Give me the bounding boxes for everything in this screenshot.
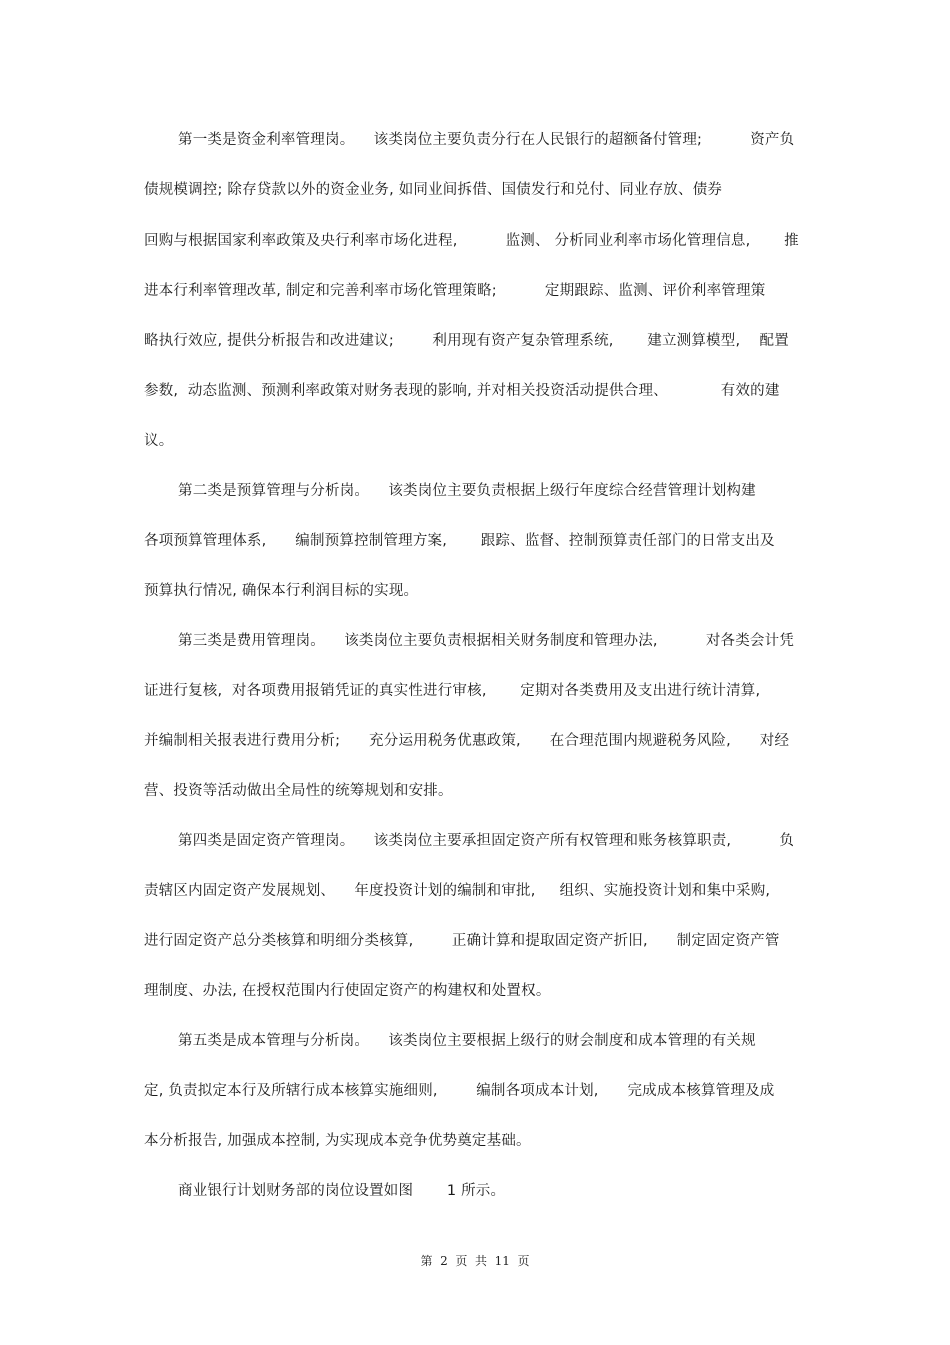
paragraph-line: 议。 [144, 433, 174, 449]
paragraph-line: 第四类是固定资产管理岗。 该类岗位主要承担固定资产所有权管理和账务核算职责, 负 [178, 833, 795, 849]
paragraph-line: 预算执行情况, 确保本行利润目标的实现。 [144, 583, 419, 599]
paragraph-line: 定, 负责拟定本行及所辖行成本核算实施细则, 编制各项成本计划, 完成成本核算管理及成 [144, 1083, 775, 1099]
paragraph-line: 第一类是资金利率管理岗。 该类岗位主要负责分行在人民银行的超额备付管理; 资产负 [178, 132, 795, 148]
paragraph-line: 理制度、办法, 在授权范围内行使固定资产的构建权和处置权。 [144, 983, 551, 999]
page-number-footer: 第 2 页 共 11 页 [420, 1254, 530, 1268]
paragraph-line: 略执行效应, 提供分析报告和改进建议; 利用现有资产复杂管理系统, 建立测算模型, 配置 [144, 333, 789, 349]
paragraph-line: 本分析报告, 加强成本控制, 为实现成本竞争优势奠定基础。 [144, 1133, 531, 1149]
paragraph-line: 第二类是预算管理与分析岗。 该类岗位主要负责根据上级行年度综合经营管理计划构建 [178, 483, 756, 499]
paragraph-line: 第五类是成本管理与分析岗。 该类岗位主要根据上级行的财会制度和成本管理的有关规 [178, 1033, 756, 1049]
paragraph-line: 商业银行计划财务部的岗位设置如图 1 所示。 [178, 1183, 506, 1199]
paragraph-line: 参数, 动态监测、预测利率政策对财务表现的影响, 并对相关投资活动提供合理、 有效的建 [144, 383, 780, 399]
paragraph-line: 证进行复核, 对各项费用报销凭证的真实性进行审核, 定期对各类费用及支出进行统计清算, [144, 683, 761, 699]
paragraph-line: 回购与根据国家利率政策及央行利率市场化进程, 监测、 分析同业利率市场化管理信息, 推 [144, 233, 799, 249]
paragraph-line: 并编制相关报表进行费用分析; 充分运用税务优惠政策, 在合理范围内规避税务风险, 对经 [144, 733, 790, 749]
paragraph-line: 进行固定资产总分类核算和明细分类核算, 正确计算和提取固定资产折旧, 制定固定资产管 [144, 933, 780, 949]
paragraph-line: 各项预算管理体系, 编制预算控制管理方案, 跟踪、监督、控制预算责任部门的日常支出及 [144, 533, 775, 549]
paragraph-line: 第三类是费用管理岗。 该类岗位主要负责根据相关财务制度和管理办法, 对各类会计凭 [178, 633, 795, 649]
paragraph-line: 营、投资等活动做出全局性的统筹规划和安排。 [144, 783, 453, 799]
paragraph-line: 债规模调控; 除存贷款以外的资金业务, 如同业间拆借、国债发行和兑付、同业存放、债券 [144, 182, 723, 198]
paragraph-line: 责辖区内固定资产发展规划、 年度投资计划的编制和审批, 组织、实施投资计划和集中采购, [144, 883, 771, 899]
paragraph-line: 进本行利率管理改革, 制定和完善利率市场化管理策略; 定期跟踪、监测、评价利率管理策 [144, 283, 766, 299]
